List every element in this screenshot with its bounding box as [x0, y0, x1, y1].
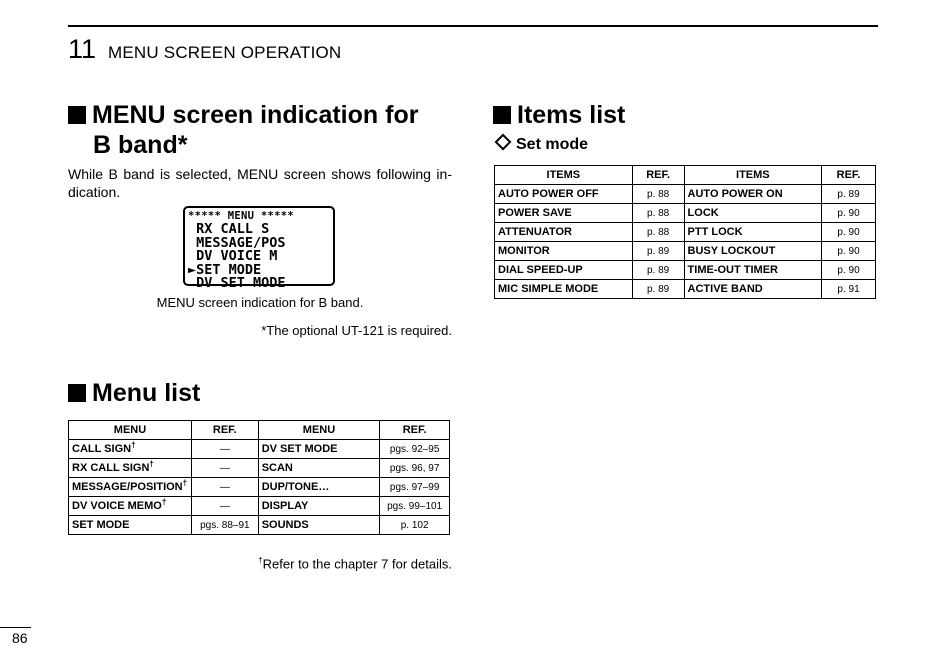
table-row: [495, 204, 876, 223]
ref-cell: p. 90: [822, 242, 876, 261]
set-mode-subheading-text: Set mode: [516, 136, 589, 153]
ref-cell: p. 89: [632, 242, 684, 261]
menu-name-cell: [69, 478, 192, 497]
table-header-row: [495, 166, 876, 185]
menu-indication-heading: [68, 100, 448, 160]
intro-paragraph: While B band is selected, MENU screen shows following in-dication.: [68, 166, 452, 200]
item-name-cell: DIAL SPEED-UP: [495, 261, 633, 280]
lcd-line: DV VOICE M: [188, 248, 278, 265]
ref-cell: p. 88: [632, 223, 684, 242]
item-name-cell: MONITOR: [495, 242, 633, 261]
table-row: [69, 440, 450, 459]
menu-name: RX CALL SIGN: [72, 462, 150, 474]
ref-cell: p. 89: [822, 185, 876, 204]
square-bullet-icon: [68, 384, 86, 402]
ref-cell: p. 88: [632, 185, 684, 204]
menu-name-cell: SOUNDS: [258, 516, 380, 535]
menu-name: MESSAGE/POSITION: [72, 481, 183, 493]
table-row: [69, 497, 450, 516]
lcd-line: RX CALL S: [188, 221, 270, 238]
menu-name-cell: [69, 516, 192, 535]
dagger-mark: †: [149, 459, 154, 469]
menu-name-cell: [69, 459, 192, 478]
menu-indication-heading-line2: B band*: [93, 131, 188, 159]
menu-indication-heading-line1: MENU screen indication for: [92, 101, 419, 129]
lcd-line: ***** MENU *****: [188, 210, 294, 222]
ref-cell: p. 89: [632, 261, 684, 280]
table-row: [69, 459, 450, 478]
item-name-cell: LOCK: [684, 204, 822, 223]
item-name-cell: BUSY LOCKOUT: [684, 242, 822, 261]
ref-cell: pgs. 97–99: [380, 478, 450, 497]
lcd-caption: MENU screen indication for B band.: [156, 295, 364, 310]
chapter-number: 11: [68, 34, 97, 64]
ref-cell: —: [191, 478, 258, 497]
menu-list-table: [68, 420, 450, 535]
menu-name: CALL SIGN: [72, 443, 132, 455]
menu-list-heading: [68, 378, 200, 408]
menu-name-cell: SCAN: [258, 459, 380, 478]
table-header-row: [69, 421, 450, 440]
page-number-rule: [0, 627, 31, 628]
square-bullet-icon: [493, 106, 511, 124]
menu-name-cell: DISPLAY: [258, 497, 380, 516]
column-header: REF.: [822, 166, 876, 185]
items-list-table: [494, 165, 876, 299]
column-header: ITEMS: [684, 166, 822, 185]
dagger-mark: †: [182, 478, 188, 488]
ref-cell: p. 90: [822, 223, 876, 242]
column-header: REF.: [380, 421, 450, 440]
item-name-cell: POWER SAVE: [495, 204, 633, 223]
column-header: REF.: [632, 166, 684, 185]
chapter-title: MENU SCREEN OPERATION: [108, 43, 342, 62]
item-name-cell: AUTO POWER ON: [684, 185, 822, 204]
header-rule: [68, 25, 878, 27]
menu-list-heading-text: Menu list: [92, 379, 201, 407]
table-row: [495, 261, 876, 280]
column-header: MENU: [258, 421, 380, 440]
column-header: ITEMS: [495, 166, 633, 185]
page-number: 86: [12, 630, 28, 646]
ref-cell: pgs. 88–91: [191, 516, 258, 535]
optional-note: *The optional UT-121 is required.: [261, 323, 452, 338]
set-mode-subheading: [493, 135, 588, 155]
item-name-cell: ACTIVE BAND: [684, 280, 822, 299]
square-bullet-icon: [68, 106, 86, 124]
ref-cell: p. 90: [822, 261, 876, 280]
items-list-heading-text: Items list: [517, 101, 626, 129]
table-row: [495, 223, 876, 242]
dagger-mark: †: [161, 497, 167, 507]
ref-cell: —: [191, 440, 258, 459]
lcd-display: [183, 206, 335, 291]
ref-cell: p. 102: [380, 516, 450, 535]
menu-name: DV VOICE MEMO: [72, 500, 162, 512]
lcd-line: DV SET MODE: [188, 274, 286, 291]
diamond-outline-icon: [495, 134, 512, 151]
dagger-mark: †: [131, 440, 136, 450]
column-header: REF.: [191, 421, 258, 440]
menu-name-cell: DUP/TONE…: [258, 478, 380, 497]
ref-cell: —: [191, 497, 258, 516]
ref-cell: p. 89: [632, 280, 684, 299]
footnote: [68, 553, 452, 572]
item-name-cell: TIME-OUT TIMER: [684, 261, 822, 280]
items-list-heading: [493, 100, 625, 130]
footnote-text: Refer to the chapter 7 for details.: [262, 556, 452, 572]
item-name-cell: AUTO POWER OFF: [495, 185, 633, 204]
ref-cell: pgs. 96, 97: [380, 459, 450, 478]
item-name-cell: PTT LOCK: [684, 223, 822, 242]
menu-name-cell: [69, 497, 192, 516]
ref-cell: pgs. 92–95: [380, 440, 450, 459]
table-row: [495, 185, 876, 204]
ref-cell: pgs. 99–101: [380, 497, 450, 516]
ref-cell: p. 88: [632, 204, 684, 223]
table-row: [495, 242, 876, 261]
item-name-cell: ATTENUATOR: [495, 223, 633, 242]
ref-cell: —: [191, 459, 258, 478]
ref-cell: p. 90: [822, 204, 876, 223]
lcd-line: MESSAGE/POS: [188, 234, 286, 251]
dagger-mark: †: [258, 556, 263, 565]
menu-name: SET MODE: [72, 519, 130, 531]
item-name-cell: MIC SIMPLE MODE: [495, 280, 633, 299]
column-header: MENU: [69, 421, 192, 440]
menu-name-cell: DV SET MODE: [258, 440, 380, 459]
table-row: [69, 516, 450, 535]
lcd-line: ►SET MODE: [188, 261, 262, 278]
table-row: [495, 280, 876, 299]
table-row: [69, 478, 450, 497]
menu-name-cell: [69, 440, 192, 459]
ref-cell: p. 91: [822, 280, 876, 299]
